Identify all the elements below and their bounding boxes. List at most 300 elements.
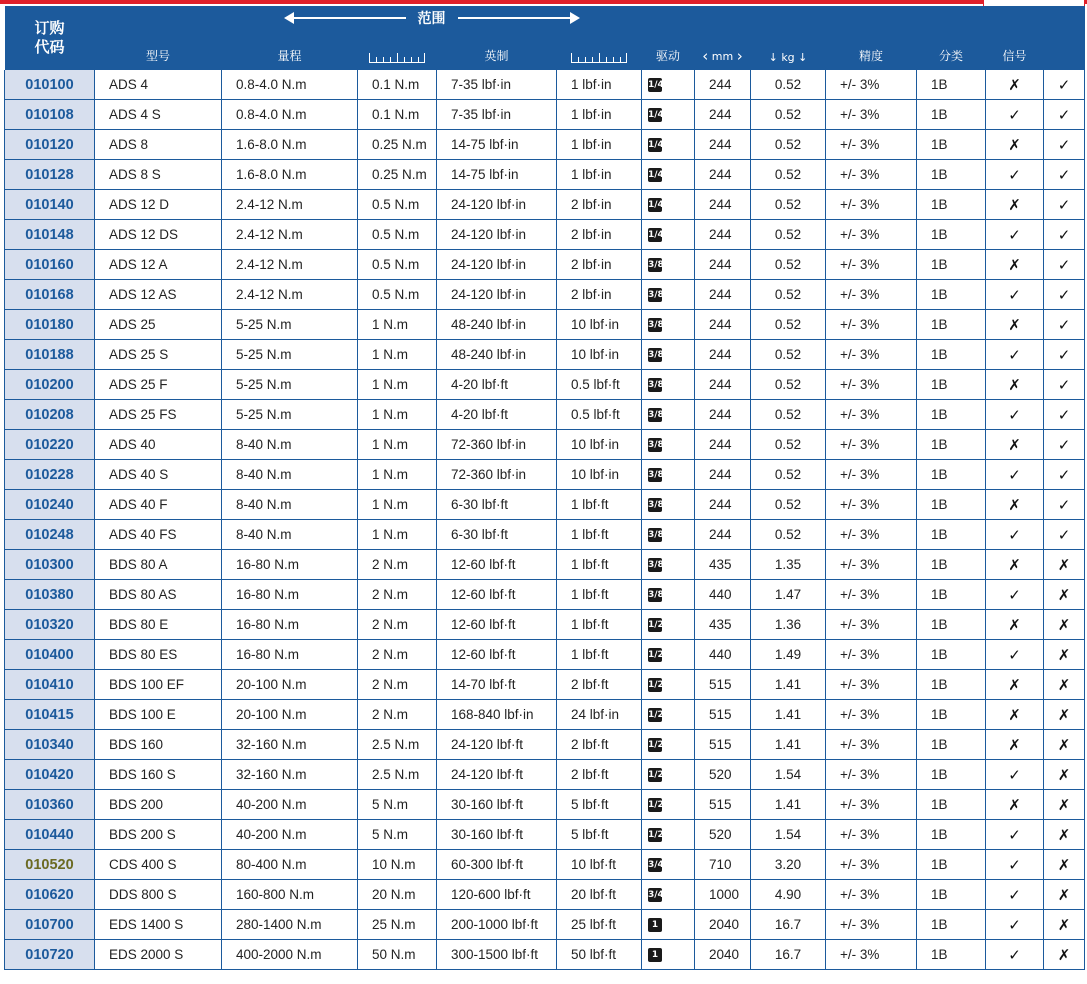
square-drive-icon: 3/8 — [648, 380, 664, 391]
class-cell: 1B — [917, 130, 986, 160]
graduation-cell: 2 N.m — [358, 670, 437, 700]
order-code-cell: 010415 — [5, 700, 95, 730]
drive-cell — [642, 190, 695, 220]
compatibility-cell: ✓ — [1044, 100, 1085, 130]
drive-cell — [642, 310, 695, 340]
imperial-range-cell: 14-70 lbf·ft — [437, 670, 557, 700]
length-cell: 440 — [695, 580, 751, 610]
model-cell: ADS 12 D — [95, 190, 222, 220]
imperial-graduation-cell: 5 lbf·ft — [557, 820, 642, 850]
graduation-cell: 10 N.m — [358, 850, 437, 880]
length-cell: 515 — [695, 790, 751, 820]
imperial-range-cell: 168-840 lbf·in — [437, 700, 557, 730]
top-rule — [0, 0, 1087, 4]
class-cell: 1B — [917, 910, 986, 940]
square-drive-icon: 1/4 — [648, 80, 664, 91]
compatibility-cell: ✓ — [1044, 430, 1085, 460]
imperial-graduation-cell: 1 lbf·ft — [557, 550, 642, 580]
weight-cell: 1.41 — [751, 700, 826, 730]
compatibility-cell: ✓ — [1044, 280, 1085, 310]
class-cell: 1B — [917, 850, 986, 880]
table-row — [5, 310, 1085, 340]
square-drive-icon: 1/4 — [648, 230, 664, 241]
signal-cell: ✓ — [986, 220, 1044, 250]
imperial-graduation-cell: 1 lbf·in — [557, 160, 642, 190]
accuracy-cell: +/- 3% — [826, 760, 917, 790]
class-cell: 1B — [917, 760, 986, 790]
weight-cell: 1.47 — [751, 580, 826, 610]
order-code-cell: 010120 — [5, 130, 95, 160]
imperial-graduation-cell: 0.5 lbf·ft — [557, 370, 642, 400]
range-cell: 2.4-12 N.m — [222, 220, 358, 250]
order-code-cell: 010200 — [5, 370, 95, 400]
compatibility-cell: ✗ — [1044, 820, 1085, 850]
square-drive-icon: 3/4 — [648, 890, 664, 901]
range-cell: 32-160 N.m — [222, 730, 358, 760]
model-cell: BDS 80 AS — [95, 580, 222, 610]
graduation-cell: 2.5 N.m — [358, 760, 437, 790]
accuracy-cell: +/- 3% — [826, 190, 917, 220]
table-row — [5, 160, 1085, 190]
drive-cell — [642, 820, 695, 850]
accuracy-cell: +/- 3% — [826, 640, 917, 670]
square-drive-icon: 1/2 — [648, 770, 664, 781]
order-code-cell: 010720 — [5, 940, 95, 970]
table-row — [5, 730, 1085, 760]
table-row — [5, 790, 1085, 820]
range-cell: 8-40 N.m — [222, 520, 358, 550]
accuracy-cell: +/- 3% — [826, 520, 917, 550]
compatibility-cell: ✓ — [1044, 340, 1085, 370]
compatibility-cell: ✓ — [1044, 310, 1085, 340]
signal-cell: ✓ — [986, 460, 1044, 490]
model-cell: ADS 8 — [95, 130, 222, 160]
graduation-cell: 0.5 N.m — [358, 220, 437, 250]
range-cell: 0.8-4.0 N.m — [222, 100, 358, 130]
graduation-cell: 0.5 N.m — [358, 250, 437, 280]
accuracy-cell: +/- 3% — [826, 340, 917, 370]
imperial-range-cell: 12-60 lbf·ft — [437, 640, 557, 670]
order-code-cell: 010140 — [5, 190, 95, 220]
drive-cell — [642, 130, 695, 160]
square-drive-icon: 3/8 — [648, 560, 664, 571]
order-code-cell: 010100 — [5, 70, 95, 100]
table-row — [5, 70, 1085, 100]
order-code-cell: 010400 — [5, 640, 95, 670]
order-code-cell: 010620 — [5, 880, 95, 910]
square-drive-icon: 3/8 — [648, 410, 664, 421]
drive-cell — [642, 370, 695, 400]
range-cell: 80-400 N.m — [222, 850, 358, 880]
compatibility-cell: ✗ — [1044, 550, 1085, 580]
imperial-graduation-cell: 1 lbf·ft — [557, 520, 642, 550]
length-cell: 244 — [695, 370, 751, 400]
imperial-graduation-cell: 2 lbf·ft — [557, 670, 642, 700]
accuracy-cell: +/- 3% — [826, 790, 917, 820]
class-cell: 1B — [917, 790, 986, 820]
graduation-cell: 2 N.m — [358, 550, 437, 580]
range-cell: 1.6-8.0 N.m — [222, 130, 358, 160]
order-code-cell: 010128 — [5, 160, 95, 190]
class-cell: 1B — [917, 430, 986, 460]
range-cell: 2.4-12 N.m — [222, 280, 358, 310]
drive-cell — [642, 400, 695, 430]
model-cell: ADS 25 — [95, 310, 222, 340]
signal-cell: ✓ — [986, 580, 1044, 610]
class-cell: 1B — [917, 940, 986, 970]
imperial-graduation-cell: 2 lbf·ft — [557, 730, 642, 760]
accuracy-cell: +/- 3% — [826, 310, 917, 340]
length-cell: 244 — [695, 340, 751, 370]
range-cell: 5-25 N.m — [222, 370, 358, 400]
graduation-cell: 1 N.m — [358, 370, 437, 400]
model-cell: ADS 25 S — [95, 340, 222, 370]
weight-cell: 0.52 — [751, 400, 826, 430]
graduation-cell: 2 N.m — [358, 610, 437, 640]
signal-cell: ✓ — [986, 400, 1044, 430]
graduation-cell: 0.25 N.m — [358, 130, 437, 160]
model-cell: ADS 25 FS — [95, 400, 222, 430]
range-cell: 20-100 N.m — [222, 670, 358, 700]
imperial-range-cell: 72-360 lbf·in — [437, 460, 557, 490]
range-cell: 160-800 N.m — [222, 880, 358, 910]
signal-cell: ✓ — [986, 910, 1044, 940]
range-cell: 40-200 N.m — [222, 820, 358, 850]
length-cell: 515 — [695, 670, 751, 700]
weight-scale-icon: ↓ kg ↓ — [768, 51, 808, 64]
length-cell: 244 — [695, 220, 751, 250]
imperial-range-cell: 14-75 lbf·in — [437, 160, 557, 190]
imperial-graduation-cell: 10 lbf·in — [557, 460, 642, 490]
table-row — [5, 190, 1085, 220]
signal-cell: ✗ — [986, 190, 1044, 220]
table-row — [5, 520, 1085, 550]
accuracy-cell: +/- 3% — [826, 550, 917, 580]
imperial-range-cell: 4-20 lbf·ft — [437, 370, 557, 400]
signal-cell: ✗ — [986, 670, 1044, 700]
accuracy-cell: +/- 3% — [826, 400, 917, 430]
weight-cell: 1.41 — [751, 790, 826, 820]
signal-cell: ✓ — [986, 880, 1044, 910]
table-row — [5, 130, 1085, 160]
accuracy-cell: +/- 3% — [826, 850, 917, 880]
weight-cell: 1.54 — [751, 820, 826, 850]
length-cell: 244 — [695, 100, 751, 130]
square-drive-icon: 1/4 — [648, 140, 664, 151]
range-cell: 40-200 N.m — [222, 790, 358, 820]
class-cell: 1B — [917, 700, 986, 730]
table-body — [5, 70, 1085, 970]
length-cell: 520 — [695, 760, 751, 790]
square-drive-icon: 3/8 — [648, 530, 664, 541]
length-cell: 2040 — [695, 910, 751, 940]
order-code-cell: 010440 — [5, 820, 95, 850]
table-row — [5, 880, 1085, 910]
table-row — [5, 820, 1085, 850]
graduation-cell: 1 N.m — [358, 520, 437, 550]
range-cell: 0.8-4.0 N.m — [222, 70, 358, 100]
imperial-range-cell: 24-120 lbf·in — [437, 280, 557, 310]
imperial-range-cell: 24-120 lbf·in — [437, 250, 557, 280]
range-cell: 8-40 N.m — [222, 430, 358, 460]
range-cell: 16-80 N.m — [222, 640, 358, 670]
compatibility-cell: ✗ — [1044, 850, 1085, 880]
table-row — [5, 550, 1085, 580]
model-cell: ADS 4 S — [95, 100, 222, 130]
order-code-cell: 010168 — [5, 280, 95, 310]
length-cell: 244 — [695, 520, 751, 550]
length-cell: 244 — [695, 130, 751, 160]
drive-cell — [642, 490, 695, 520]
imperial-range-cell: 48-240 lbf·in — [437, 340, 557, 370]
model-cell: BDS 100 E — [95, 700, 222, 730]
square-drive-icon: 3/8 — [648, 590, 664, 601]
compatibility-cell: ✓ — [1044, 250, 1085, 280]
table-row — [5, 430, 1085, 460]
model-cell: BDS 80 ES — [95, 640, 222, 670]
range-cell: 20-100 N.m — [222, 700, 358, 730]
length-bracket-icon: ‹ mm › — [702, 47, 743, 65]
graduation-cell: 0.5 N.m — [358, 190, 437, 220]
compatibility-cell: ✗ — [1044, 910, 1085, 940]
signal-cell: ✗ — [986, 130, 1044, 160]
length-cell: 515 — [695, 730, 751, 760]
range-cell: 280-1400 N.m — [222, 910, 358, 940]
class-cell: 1B — [917, 310, 986, 340]
graduation-cell: 1 N.m — [358, 310, 437, 340]
graduation-cell: 5 N.m — [358, 820, 437, 850]
graduation-cell: 1 N.m — [358, 430, 437, 460]
class-cell: 1B — [917, 340, 986, 370]
signal-cell: ✓ — [986, 940, 1044, 970]
range-cell: 16-80 N.m — [222, 580, 358, 610]
graduation-scale-icon — [571, 52, 627, 63]
model-cell: BDS 200 S — [95, 820, 222, 850]
graduation-cell: 5 N.m — [358, 790, 437, 820]
weight-cell: 0.52 — [751, 490, 826, 520]
table-row — [5, 400, 1085, 430]
length-cell: 244 — [695, 460, 751, 490]
table-row — [5, 100, 1085, 130]
imperial-graduation-cell: 1 lbf·ft — [557, 640, 642, 670]
imperial-graduation-cell: 2 lbf·in — [557, 190, 642, 220]
accuracy-cell: +/- 3% — [826, 370, 917, 400]
table-row — [5, 910, 1085, 940]
weight-cell: 0.52 — [751, 430, 826, 460]
accuracy-cell: +/- 3% — [826, 430, 917, 460]
drive-cell — [642, 430, 695, 460]
length-cell: 244 — [695, 490, 751, 520]
table-row — [5, 700, 1085, 730]
square-drive-icon: 1/2 — [648, 740, 664, 751]
square-drive-icon: 1 — [648, 948, 662, 962]
table-row — [5, 610, 1085, 640]
drive-cell — [642, 940, 695, 970]
imperial-range-cell: 60-300 lbf·ft — [437, 850, 557, 880]
drive-header: 驱动 — [642, 30, 695, 70]
imperial-graduation-cell: 5 lbf·ft — [557, 790, 642, 820]
compatibility-cell: ✓ — [1044, 160, 1085, 190]
length-cell: 440 — [695, 640, 751, 670]
class-cell: 1B — [917, 880, 986, 910]
model-cell: BDS 80 E — [95, 610, 222, 640]
order-code-cell: 010300 — [5, 550, 95, 580]
length-cell: 244 — [695, 190, 751, 220]
order-code-cell: 010410 — [5, 670, 95, 700]
class-cell: 1B — [917, 190, 986, 220]
range-cell: 400-2000 N.m — [222, 940, 358, 970]
weight-cell: 16.7 — [751, 910, 826, 940]
order-code-cell: 010180 — [5, 310, 95, 340]
order-code-cell: 010520 — [5, 850, 95, 880]
compatibility-cell: ✗ — [1044, 730, 1085, 760]
imperial-range-cell: 48-240 lbf·in — [437, 310, 557, 340]
signal-cell: ✗ — [986, 70, 1044, 100]
graduation-cell: 0.1 N.m — [358, 70, 437, 100]
range-cell: 32-160 N.m — [222, 760, 358, 790]
length-cell: 435 — [695, 610, 751, 640]
length-cell: 1000 — [695, 880, 751, 910]
drive-cell — [642, 850, 695, 880]
weight-cell: 0.52 — [751, 70, 826, 100]
order-code-cell: 010420 — [5, 760, 95, 790]
range-cell: 2.4-12 N.m — [222, 250, 358, 280]
length-cell: 520 — [695, 820, 751, 850]
signal-cell: ✓ — [986, 340, 1044, 370]
class-cell: 1B — [917, 520, 986, 550]
accuracy-cell: +/- 3% — [826, 160, 917, 190]
table-row — [5, 850, 1085, 880]
signal-cell: ✗ — [986, 490, 1044, 520]
imperial-range-cell: 200-1000 lbf·ft — [437, 910, 557, 940]
weight-cell: 16.7 — [751, 940, 826, 970]
model-cell: ADS 12 AS — [95, 280, 222, 310]
square-drive-icon: 1/4 — [648, 110, 664, 121]
graduation-cell: 2 N.m — [358, 580, 437, 610]
signal-cell: ✓ — [986, 850, 1044, 880]
range-header-label: 范围 — [417, 11, 446, 27]
square-drive-icon: 3/8 — [648, 470, 664, 481]
table-row — [5, 370, 1085, 400]
class-cell: 1B — [917, 670, 986, 700]
accuracy-cell: +/- 3% — [826, 940, 917, 970]
length-cell: 244 — [695, 400, 751, 430]
model-cell: ADS 4 — [95, 70, 222, 100]
square-drive-icon: 3/8 — [648, 440, 664, 451]
model-cell: ADS 40 F — [95, 490, 222, 520]
signal-cell: ✗ — [986, 430, 1044, 460]
weight-cell: 3.20 — [751, 850, 826, 880]
graduation-cell: 25 N.m — [358, 910, 437, 940]
imperial-range-cell: 12-60 lbf·ft — [437, 580, 557, 610]
range-cell: 5-25 N.m — [222, 310, 358, 340]
weight-cell: 0.52 — [751, 100, 826, 130]
imperial-graduation-cell: 1 lbf·in — [557, 70, 642, 100]
drive-cell — [642, 550, 695, 580]
graduation-cell: 1 N.m — [358, 400, 437, 430]
compatibility-cell: ✓ — [1044, 370, 1085, 400]
length-cell: 244 — [695, 430, 751, 460]
compatibility-cell: ✓ — [1044, 490, 1085, 520]
drive-cell — [642, 70, 695, 100]
compatibility-cell: ✓ — [1044, 460, 1085, 490]
weight-cell: 4.90 — [751, 880, 826, 910]
imperial-range-cell: 6-30 lbf·ft — [437, 490, 557, 520]
kg-label: kg — [781, 51, 795, 64]
imperial-range-cell: 300-1500 lbf·ft — [437, 940, 557, 970]
accuracy-cell: +/- 3% — [826, 220, 917, 250]
imperial-graduation-cell: 0.5 lbf·ft — [557, 400, 642, 430]
signal-cell: ✓ — [986, 520, 1044, 550]
compatibility-cell: ✗ — [1044, 760, 1085, 790]
range-cell: 8-40 N.m — [222, 490, 358, 520]
length-cell: 710 — [695, 850, 751, 880]
class-cell: 1B — [917, 250, 986, 280]
imperial-range-cell: 24-120 lbf·in — [437, 190, 557, 220]
accuracy-cell: +/- 3% — [826, 670, 917, 700]
square-drive-icon: 1/2 — [648, 650, 664, 661]
model-cell: ADS 8 S — [95, 160, 222, 190]
model-cell: ADS 12 A — [95, 250, 222, 280]
signal-cell: ✓ — [986, 760, 1044, 790]
model-cell: EDS 2000 S — [95, 940, 222, 970]
square-drive-icon: 3/8 — [648, 290, 664, 301]
class-cell: 1B — [917, 640, 986, 670]
class-cell: 1B — [917, 490, 986, 520]
compatibility-cell: ✗ — [1044, 940, 1085, 970]
signal-cell: ✗ — [986, 730, 1044, 760]
table-row — [5, 220, 1085, 250]
accuracy-header: 精度 — [826, 30, 917, 70]
accuracy-cell: +/- 3% — [826, 280, 917, 310]
weight-cell: 0.52 — [751, 280, 826, 310]
square-drive-icon: 3/8 — [648, 500, 664, 511]
order-code-header-line1: 订购 — [34, 19, 65, 37]
order-code-cell: 010148 — [5, 220, 95, 250]
length-cell: 244 — [695, 310, 751, 340]
graduation-scale-icon — [369, 52, 425, 63]
accuracy-cell: +/- 3% — [826, 70, 917, 100]
range-cell: 5-25 N.m — [222, 400, 358, 430]
class-cell: 1B — [917, 610, 986, 640]
graduation-cell: 1 N.m — [358, 460, 437, 490]
imperial-graduation-cell: 2 lbf·in — [557, 220, 642, 250]
order-code-cell: 010240 — [5, 490, 95, 520]
model-cell: ADS 40 — [95, 430, 222, 460]
left-arrow-icon — [286, 17, 406, 19]
order-code-cell: 010220 — [5, 430, 95, 460]
accuracy-cell: +/- 3% — [826, 460, 917, 490]
order-code-cell: 010108 — [5, 100, 95, 130]
length-cell: 244 — [695, 70, 751, 100]
square-drive-icon: 1/2 — [648, 710, 664, 721]
model-cell: BDS 160 — [95, 730, 222, 760]
class-cell: 1B — [917, 100, 986, 130]
class-cell: 1B — [917, 400, 986, 430]
drive-cell — [642, 580, 695, 610]
square-drive-icon: 3/8 — [648, 260, 664, 271]
signal-cell: ✓ — [986, 820, 1044, 850]
table-row — [5, 670, 1085, 700]
class-cell: 1B — [917, 580, 986, 610]
imperial-range-cell: 72-360 lbf·in — [437, 430, 557, 460]
drive-cell — [642, 790, 695, 820]
drive-cell — [642, 610, 695, 640]
model-cell: ADS 40 FS — [95, 520, 222, 550]
square-drive-icon: 3/4 — [648, 860, 664, 871]
table-row — [5, 250, 1085, 280]
compatibility-cell: ✗ — [1044, 610, 1085, 640]
